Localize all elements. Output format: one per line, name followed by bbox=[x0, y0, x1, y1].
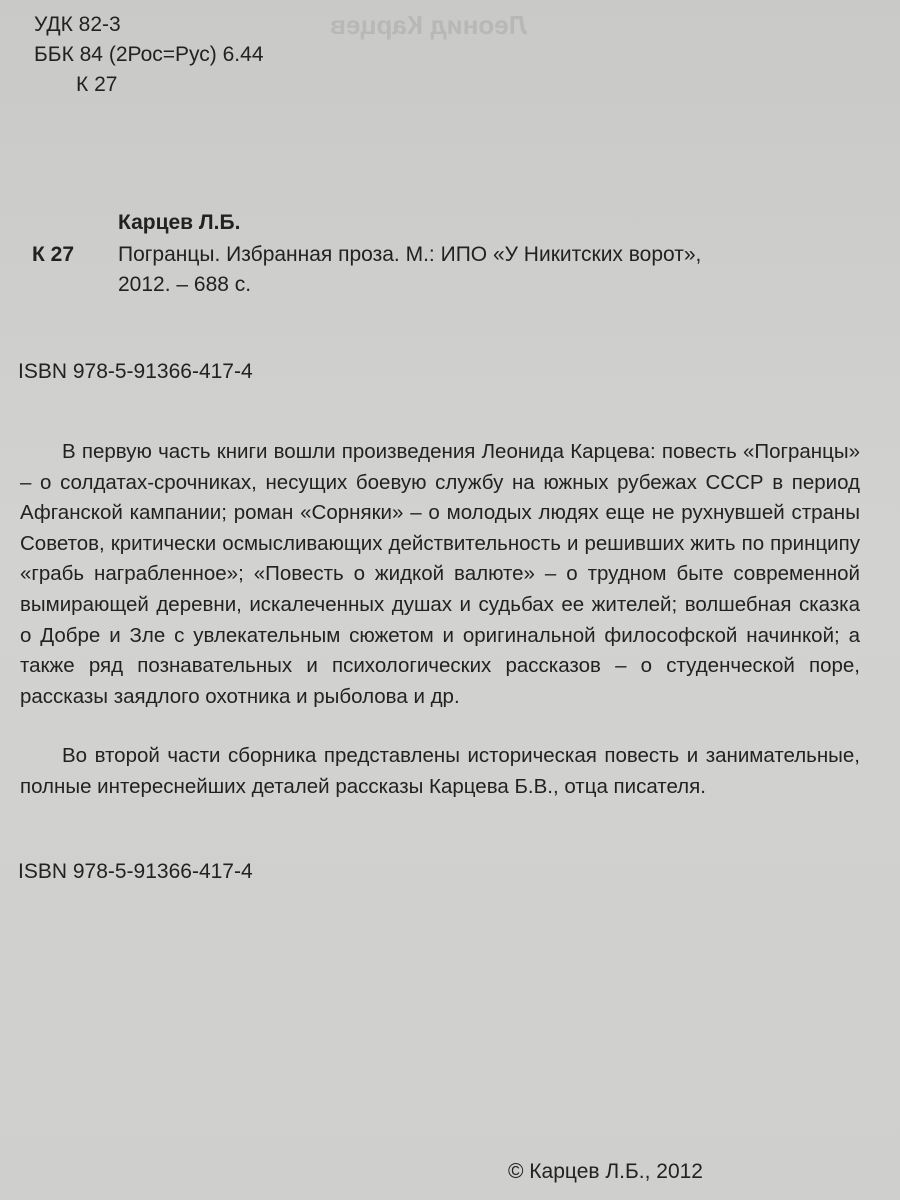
bbk-code: ББК 84 (2Рос=Рус) 6.44 bbox=[34, 43, 264, 66]
bleed-through-text: Леонид Карцев bbox=[330, 10, 527, 40]
isbn-bottom: ISBN 978-5-91366-417-4 bbox=[18, 860, 253, 883]
copyright-notice: © Карцев Л.Б., 2012 bbox=[508, 1160, 703, 1183]
bibliographic-line-1: Погранцы. Избранная проза. М.: ИПО «У Никитских ворот», bbox=[118, 243, 702, 266]
bibliographic-line-2: 2012. – 688 с. bbox=[118, 273, 252, 296]
author-name: Карцев Л.Б. bbox=[118, 211, 241, 234]
isbn-top: ISBN 978-5-91366-417-4 bbox=[18, 360, 253, 383]
author-mark-side: К 27 bbox=[32, 243, 75, 266]
annotation-paragraph-1: В первую часть книги вошли произведения Леонида Карцева: повесть «Погранцы» – о солдатах-срочниках, несущих боевую службу на южных рубежах СССР в период Афганской кампании; роман «Сорняки» – о молодых людях еще не рухнувшей страны Советов, критически осмысливающих действительность и решивших жить по принципу «грабь награбленное»; «Повесть о жидкой валюте» – о трудном быте современной вымирающей деревни, искалеченных душах и судьбах ее жителей; волшебная сказка о Добре и Зле с увлекательным сюжетом и оригинальной философской начинкой; а также ряд познавательных и психологических рассказов – о студенческой поре, рассказы заядлого охотника и рыболова и др. bbox=[20, 440, 860, 708]
author-mark: К 27 bbox=[76, 73, 118, 96]
udk-code: УДК 82-3 bbox=[34, 13, 121, 36]
annotation-paragraph-2: Во второй части сборника представлены историческая повесть и занимательные, полные интереснейших деталей рассказы Карцева Б.В., отца писателя. bbox=[20, 744, 860, 798]
